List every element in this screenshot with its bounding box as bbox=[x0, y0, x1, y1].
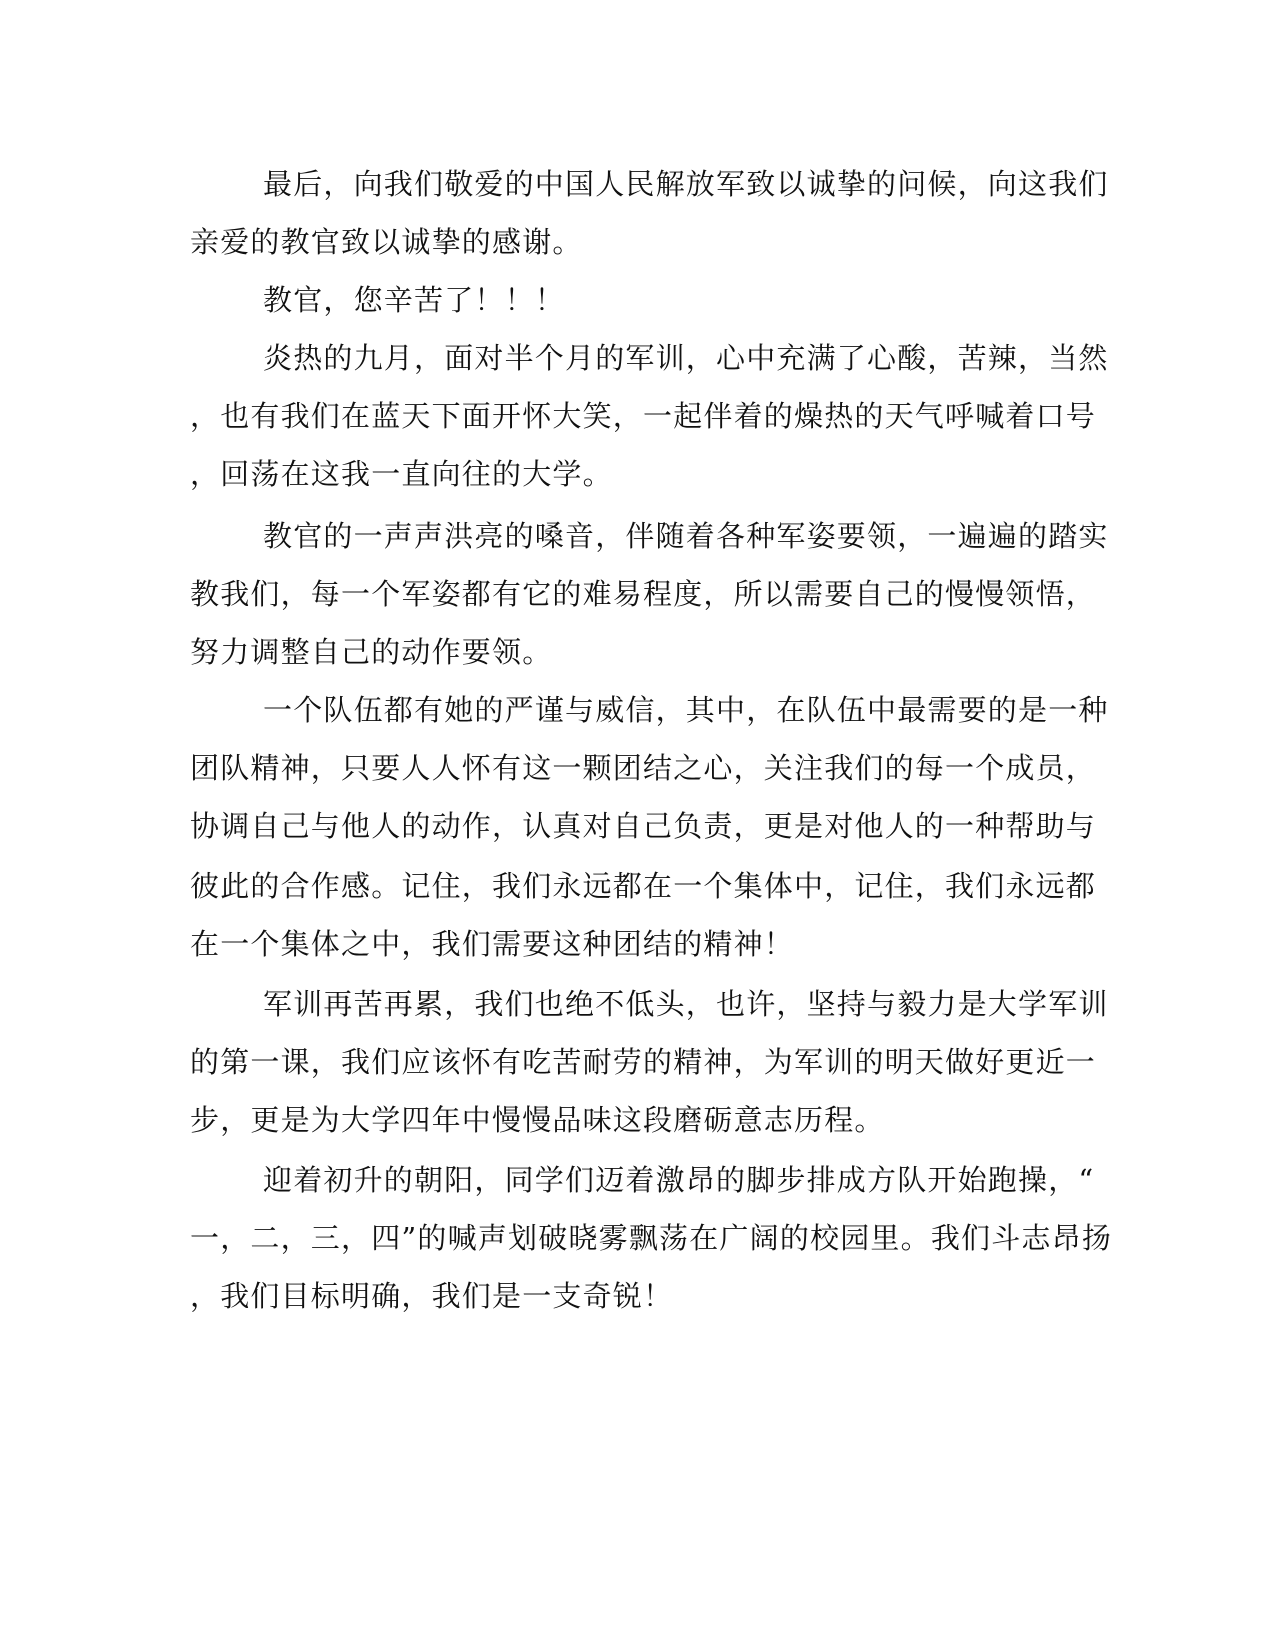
text-line: 协调自己与他人的动作，认真对自己负责，更是对他人的一种帮助与 bbox=[190, 809, 1097, 843]
text-line: 的第一课，我们应该怀有吃苦耐劳的精神，为军训的明天做好更近一 bbox=[190, 1045, 1097, 1079]
text-line: 教官，您辛苦了！！！ bbox=[263, 283, 566, 317]
text-line: 一个队伍都有她的严谨与威信，其中，在队伍中最需要的是一种 bbox=[263, 693, 1109, 727]
text-line: 炎热的九月，面对半个月的军训，心中充满了心酸，苦辣，当然 bbox=[263, 341, 1109, 375]
text-line: 最后，向我们敬爱的中国人民解放军致以诚挚的问候，向这我们 bbox=[263, 167, 1109, 201]
text-line: 彼此的合作感。记住，我们永远都在一个集体中，记住，我们永远都 bbox=[190, 869, 1097, 903]
text-line: 努力调整自己的动作要领。 bbox=[190, 635, 553, 669]
text-line: 步，更是为大学四年中慢慢品味这段磨砺意志历程。 bbox=[190, 1103, 885, 1137]
text-line: 亲爱的教官致以诚挚的感谢。 bbox=[190, 225, 583, 259]
text-line: 军训再苦再累，我们也绝不低头，也许，坚持与毅力是大学军训 bbox=[263, 987, 1109, 1021]
text-line: 团队精神，只要人人怀有这一颗团结之心，关注我们的每一个成员， bbox=[190, 751, 1097, 785]
text-line: 教官的一声声洪亮的嗓音，伴随着各种军姿要领，一遍遍的踏实 bbox=[263, 519, 1109, 553]
text-line: 一，二，三，四”的喊声划破晓雾飘荡在广阔的校园里。我们斗志昂扬 bbox=[190, 1221, 1113, 1255]
text-line: ，也有我们在蓝天下面开怀大笑，一起伴着的燥热的天气呼喊着口号 bbox=[190, 399, 1097, 433]
text-line: 迎着初升的朝阳，同学们迈着激昂的脚步排成方队开始跑操，“ bbox=[263, 1163, 1095, 1197]
text-line: ，我们目标明确，我们是一支奇锐！ bbox=[190, 1279, 674, 1313]
text-line: ，回荡在这我一直向往的大学。 bbox=[190, 457, 613, 491]
text-line: 在一个集体之中，我们需要这种团结的精神！ bbox=[190, 927, 795, 961]
text-line: 教我们，每一个军姿都有它的难易程度，所以需要自己的慢慢领悟， bbox=[190, 577, 1097, 611]
